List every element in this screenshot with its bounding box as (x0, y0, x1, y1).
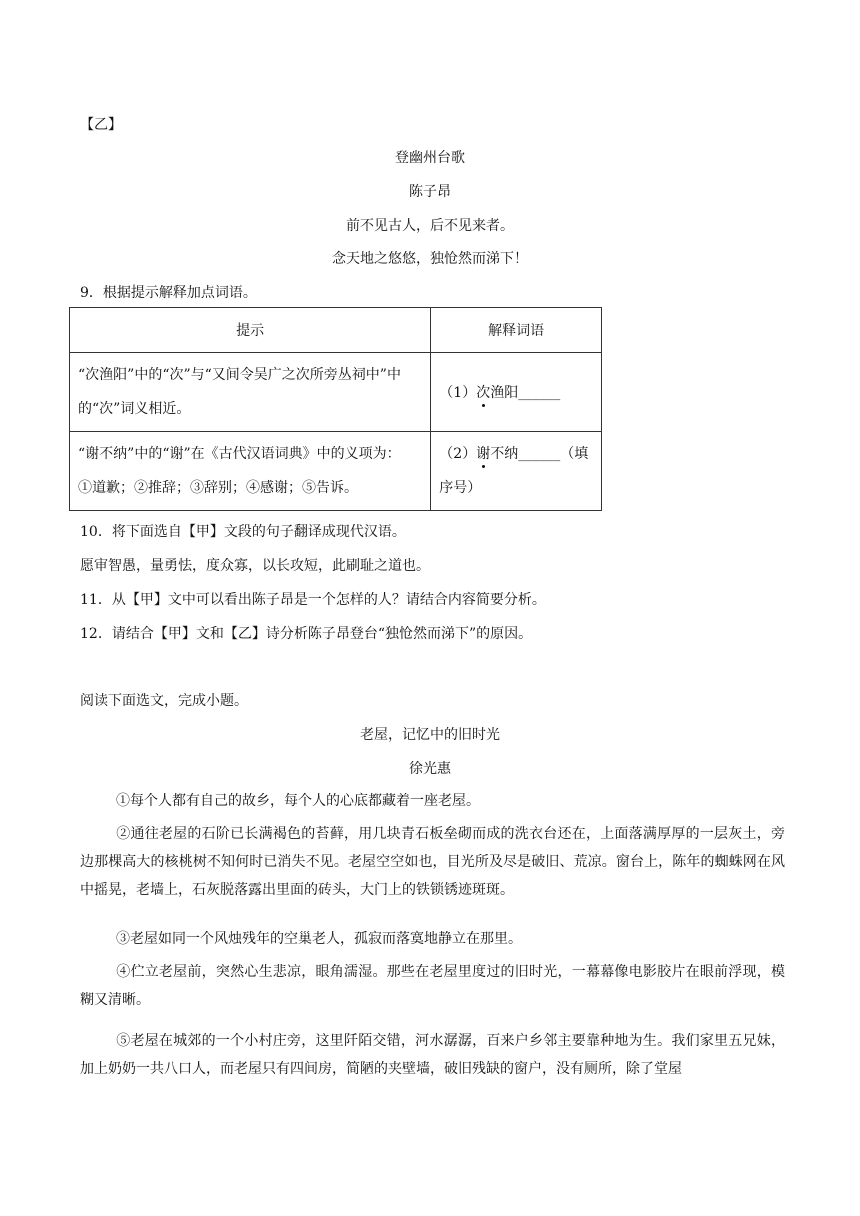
row2-answer-line2: 序号） (439, 480, 482, 496)
poem-title: 登幽州台歌 (395, 150, 465, 166)
question-12-stem: 12．请结合【甲】文和【乙】诗分析陈子昂登台“独怆然而涕下”的原因。 (80, 626, 533, 642)
row2-answer-prefix: （2） (439, 446, 477, 462)
row2-hint (70, 432, 431, 511)
row1-answer (431, 353, 602, 432)
row1-answer-prefix: （1） (439, 385, 477, 401)
row1-answer-blank: 渔阳______ (490, 385, 561, 401)
article-paragraph-1: ①每个人都有自己的故乡，每个人的心底都藏着一座老屋。 (116, 793, 480, 809)
hint-table-row (70, 432, 602, 511)
article-paragraph-3: ③老屋如同一个风烛残年的空巢老人，孤寂而落寞地静立在那里。 (116, 931, 522, 947)
dotted-word-ci: 次 (476, 385, 491, 401)
dotted-word-xie: 谢 (476, 446, 491, 462)
header-explain: 解释词语 (431, 308, 602, 353)
row1-hint (70, 353, 431, 432)
poem-line-2: 念天地之悠悠，独怆然而涕下！ (332, 251, 528, 267)
row2-answer-blank: 不纳______（填 (490, 446, 589, 462)
row2-answer (431, 432, 602, 511)
poem-author: 陈子昂 (409, 184, 451, 200)
question-10-sentence: 愿审智愚，量勇怯，度众寡，以长攻短，此刷耻之道也。 (80, 558, 430, 574)
question-9-stem: 9．根据提示解释加点词语。 (80, 285, 257, 301)
row2-hint-line2: ①道歉；②推辞；③辞别；④感谢；⑤告诉。 (78, 480, 358, 496)
article-paragraph-5: ⑤老屋在城郊的一个小村庄旁，这里阡陌交错，河水潺潺，百来户乡邻主要靠种地为生。我们家里五兄妹，加上奶奶一共八口人，而老屋只有四间房，简陋的夹壁墙，破旧残缺的窗户，没有厕所，除了堂屋 (80, 1033, 785, 1077)
hint-table-row (70, 353, 602, 432)
question-10-stem: 10．将下面选自【甲】文段的句子翻译成现代汉语。 (80, 524, 406, 540)
article-title: 老屋，记忆中的旧时光 (360, 727, 500, 743)
question-11-stem: 11．从【甲】文中可以看出陈子昂是一个怎样的人？请结合内容简要分析。 (80, 592, 546, 608)
part-label-yi: 【乙】 (80, 117, 122, 133)
article-author: 徐光惠 (409, 761, 451, 777)
reading-instruction: 阅读下面选文，完成小题。 (80, 693, 248, 709)
hint-table (69, 307, 602, 511)
article-paragraph-4: ④伫立老屋前，突然心生悲凉，眼角濡湿。那些在老屋里度过的旧时光，一幕幕像电影胶片在眼前浮现，模糊又清晰。 (80, 964, 785, 1008)
header-hint: 提示 (70, 308, 431, 353)
row2-hint-line1: “谢不纳”中的“谢”在《古代汉语词典》中的义项为： (78, 446, 401, 462)
row1-hint-line1: “次渔阳”中的“次”与“又间令吴广之次所旁丛祠中”中 (78, 367, 401, 383)
poem-line-1: 前不见古人，后不见来者。 (346, 218, 514, 234)
article-paragraph-2: ②通往老屋的石阶已长满褐色的苔藓，用几块青石板垒砌而成的洗衣台还在，上面落满厚厚的一层灰土，旁边那棵高大的核桃树不知何时已消失不见。老屋空空如也，目光所及尽是破旧、荒凉。窗台上，陈年的蜘蛛网在风中摇晃，老墙上，石灰脱落露出里面的砖头，大门上的铁锁锈迹斑斑。 (80, 826, 785, 898)
row1-hint-line2: 的“次”词义相近。 (78, 401, 191, 417)
hint-table-header-row (70, 308, 602, 353)
